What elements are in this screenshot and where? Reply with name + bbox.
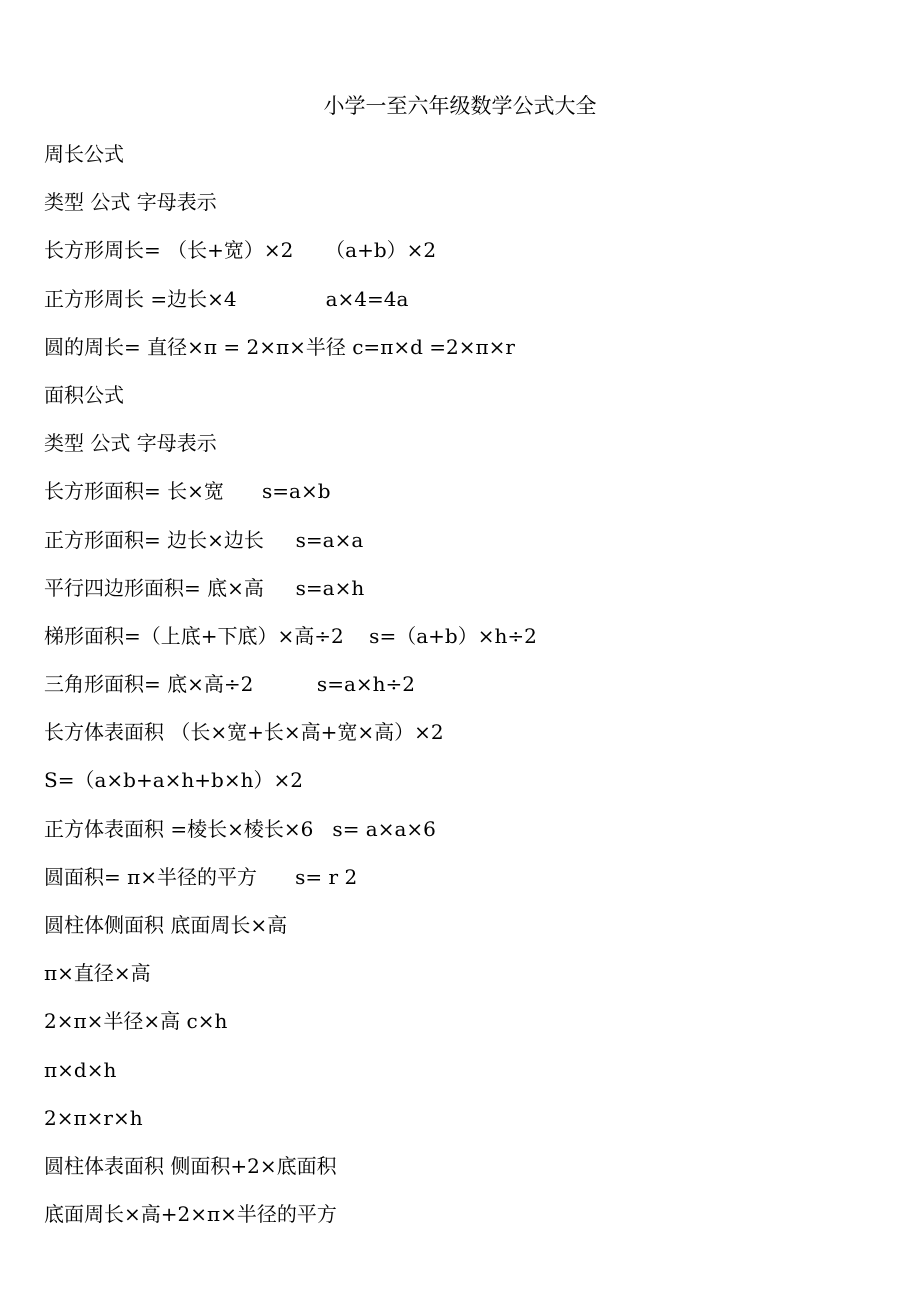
document-title: 小学一至六年级数学公式大全 bbox=[323, 94, 597, 118]
formula-line: 圆的周长= 直径×π = 2×π×半径 c=π×d =2×π×r bbox=[44, 334, 515, 359]
column-header: 类型 公式 字母表示 bbox=[44, 431, 217, 456]
formula-line: 平行四边形面积= 底×高 s=a×h bbox=[44, 575, 365, 600]
formula-line: 2×π×半径×高 c×h bbox=[44, 1009, 228, 1034]
formula-line: 正方形周长 =边长×4 a×4=4a bbox=[44, 286, 409, 311]
formula-line: 梯形面积=（上底+下底）×高÷2 s=（a+b）×h÷2 bbox=[44, 623, 537, 648]
formula-line: 圆柱体表面积 侧面积+2×底面积 bbox=[44, 1153, 337, 1178]
formula-line: 2×π×r×h bbox=[44, 1105, 143, 1130]
section-heading-area: 面积公式 bbox=[44, 382, 124, 407]
formula-line: S=（a×b+a×h+b×h）×2 bbox=[44, 768, 303, 793]
formula-line: 底面周长×高+2×π×半径的平方 bbox=[44, 1202, 337, 1227]
formula-lines bbox=[44, 138, 904, 1246]
formula-line: 圆面积= π×半径的平方 s= r 2 bbox=[44, 864, 358, 889]
formula-line: 圆柱体侧面积 底面周长×高 bbox=[44, 913, 288, 937]
column-header: 类型 公式 字母表示 bbox=[44, 190, 217, 215]
formula-line: 三角形面积= 底×高÷2 s=a×h÷2 bbox=[44, 672, 415, 697]
formula-line: 正方形面积= 边长×边长 s=a×a bbox=[44, 527, 364, 552]
formula-line: π×直径×高 bbox=[44, 961, 151, 986]
section-heading-perimeter: 周长公式 bbox=[44, 142, 124, 166]
formula-line: 长方形面积= 长×宽 s=a×b bbox=[44, 479, 331, 504]
formula-line: π×d×h bbox=[44, 1057, 117, 1082]
formula-line: 长方形周长= （长+宽）×2 （a+b）×2 bbox=[44, 238, 437, 263]
formula-line: 长方体表面积 （长×宽+长×高+宽×高）×2 bbox=[44, 720, 444, 745]
formula-line: 正方体表面积 =棱长×棱长×6 s= a×a×6 bbox=[44, 816, 436, 841]
